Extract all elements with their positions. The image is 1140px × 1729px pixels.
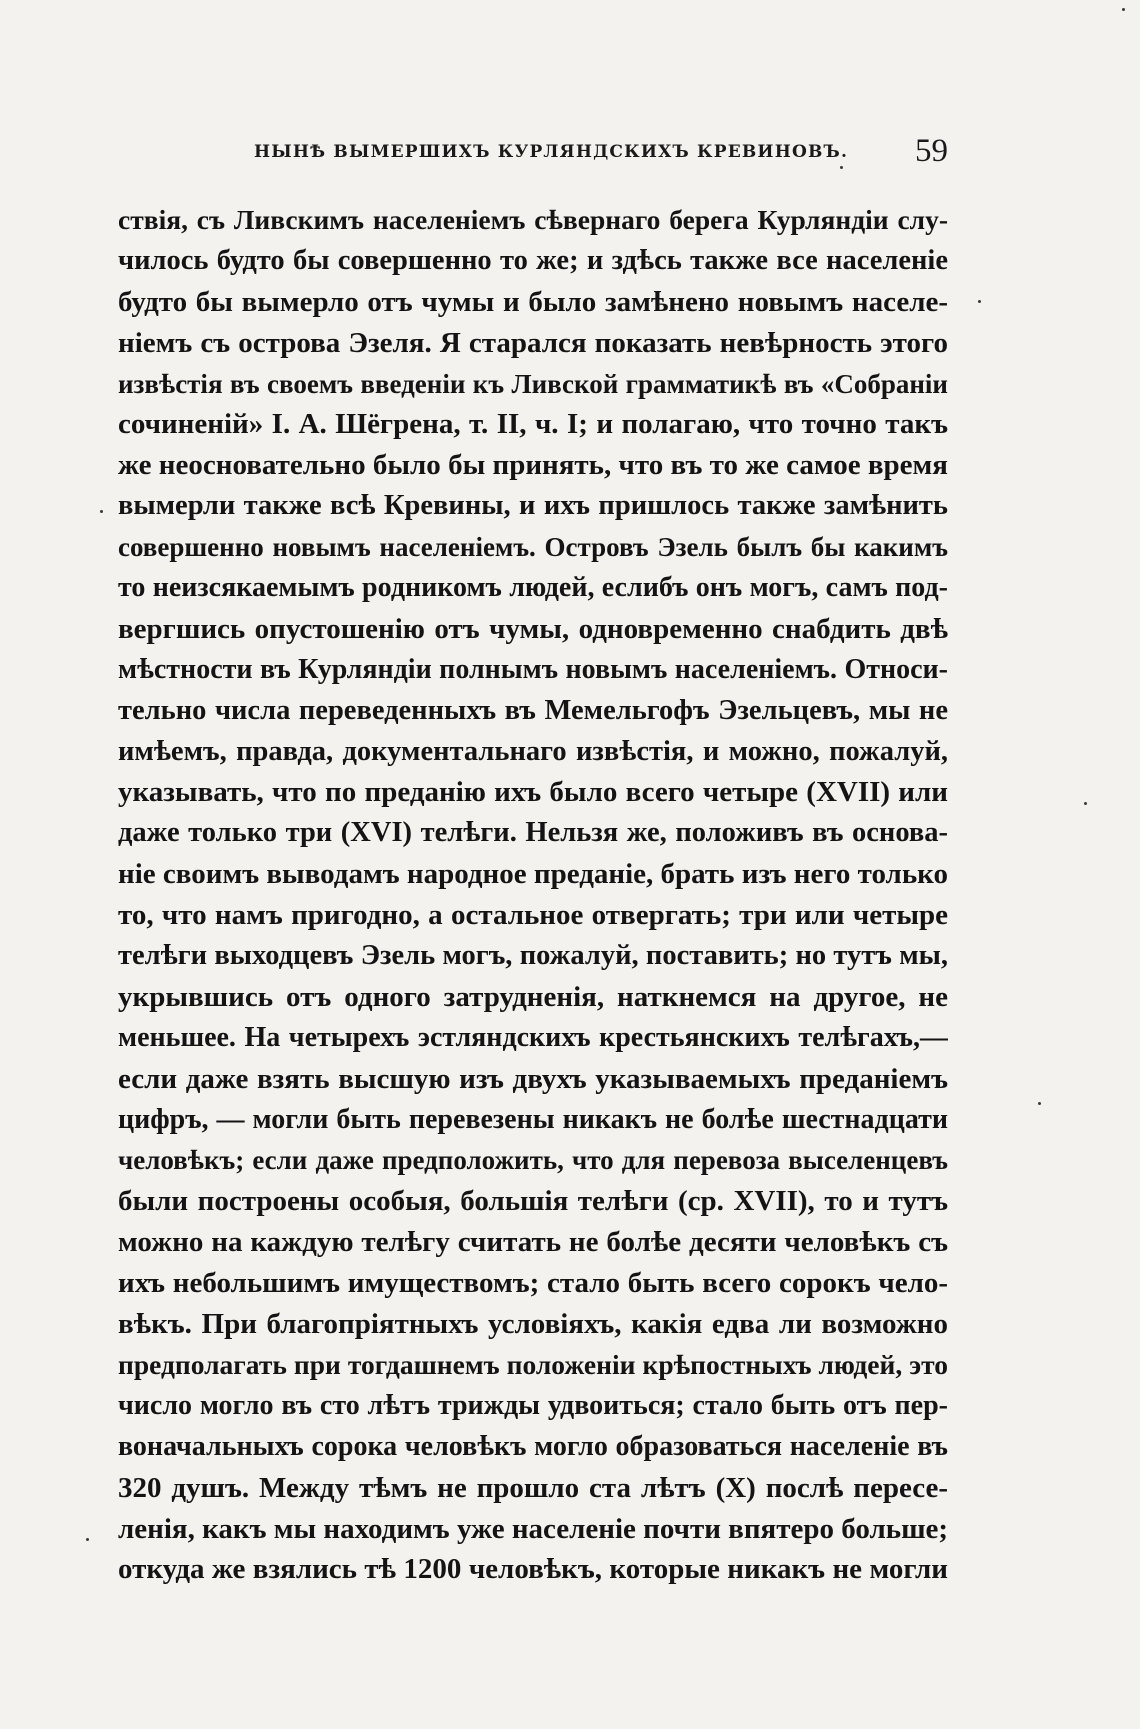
print-speck — [1122, 8, 1125, 11]
text-line: вѣкъ. При благопріятныхъ условіяхъ, какія едва ли возможно — [118, 1308, 948, 1341]
print-speck — [1084, 802, 1087, 805]
text-line: вергшись опустошенію отъ чумы, одновременно снабдить двѣ — [118, 612, 948, 645]
text-line: воначальныхъ сорока человѣкъ могло образоваться населеніе въ — [118, 1430, 948, 1462]
text-line: сочиненій» І. А. Шёгрена, т. II, ч. I; и полагаю, что точно такъ — [118, 408, 948, 441]
text-line: вымерли также всѣ Кревины, и ихъ пришлось также замѣнить — [118, 490, 948, 522]
text-line: были построены особыя, большія телѣги (ср. XVII), то и тутъ — [118, 1185, 948, 1218]
print-speck — [1038, 1102, 1041, 1105]
text-line: откуда же взялись тѣ 1200 человѣкъ, которые никакъ не могли — [118, 1553, 948, 1586]
text-line: будто бы вымерло отъ чумы и было замѣнено новымъ населе- — [118, 285, 948, 318]
text-line: совершенно новымъ населеніемъ. Островъ Эзель былъ бы какимъ — [118, 532, 948, 563]
text-line: ленія, какъ мы находимъ уже населеніе почти впятеро больше; — [118, 1512, 948, 1545]
text-line: то неизсякаемымъ родникомъ людей, еслибъ онъ могъ, самъ под- — [118, 572, 948, 604]
text-line: если даже взять высшую изъ двухъ указываемыхъ преданіемъ — [118, 1062, 948, 1095]
text-line: указывать, что по преданію ихъ было всего четыре (XVII) или — [118, 776, 948, 809]
text-line: ніемъ съ острова Эзеля. Я старался показать невѣрность этого — [118, 326, 948, 359]
page-number: 59 — [915, 133, 948, 169]
text-line: ствія, съ Ливскимъ населеніемъ сѣвернаго берега Курляндіи слу- — [118, 204, 948, 235]
text-line: то, что намъ пригодно, а остальное отвергать; три или четыре — [118, 899, 948, 932]
text-line: меньшее. На четырехъ эстляндскихъ крестьянскихъ телѣгахъ,— — [118, 1021, 948, 1053]
text-line: предполагать при тогдашнемъ положеніи крѣпостныхъ людей, это — [118, 1348, 948, 1380]
text-line: ихъ небольшимъ имуществомъ; стало быть всего сорокъ чело- — [118, 1267, 948, 1300]
print-speck — [840, 166, 843, 169]
text-line: укрывшись отъ одного затрудненія, наткнемся на другое, не — [118, 980, 948, 1013]
text-line: можно на каждую телѣгу считать не болѣе десяти человѣкъ съ — [118, 1226, 948, 1259]
text-line: число могло въ сто лѣтъ трижды удвоиться; стало быть отъ пер- — [118, 1389, 948, 1421]
text-line: извѣстія въ своемъ введеніи къ Ливской грамматикѣ въ «Собраніи — [118, 368, 948, 399]
running-head — [118, 133, 948, 173]
text-line: имѣемъ, правда, документальнаго извѣстія, и можно, пожалуй, — [118, 735, 948, 767]
text-line: цифръ, — могли быть перевезены никакъ не болѣе шестнадцати — [118, 1103, 948, 1135]
text-line: телѣги выходцевъ Эзель могъ, пожалуй, поставить; но тутъ мы, — [118, 940, 948, 972]
text-line: мѣстности въ Курляндіи полнымъ новымъ населеніемъ. Относи- — [118, 653, 948, 685]
body-text — [118, 200, 948, 1590]
running-title: НЫНѢ ВЫМЕРШИХЪ КУРЛЯНДСКИХЪ КРЕВИНОВЪ. — [254, 142, 849, 162]
text-line: чилось будто бы совершенно то же; и здѣсь также все населеніе — [118, 244, 948, 276]
print-speck — [100, 510, 103, 513]
print-speck — [978, 300, 981, 303]
text-line: даже только три (XVI) телѣги. Нельзя же, положивъ въ основа- — [118, 817, 948, 849]
text-line: же неосновательно было бы принять, что въ то же самое время — [118, 449, 948, 482]
text-line: 320 душъ. Между тѣмъ не прошло ста лѣтъ (X) послѣ пересе- — [118, 1471, 948, 1504]
text-line: тельно числа переведенныхъ въ Мемельгофъ Эзельцевъ, мы не — [118, 694, 948, 726]
text-line: ніе своимъ выводамъ народное преданіе, брать изъ него только — [118, 858, 948, 891]
text-line: человѣкъ; если даже предположить, что для перевоза выселенцевъ — [118, 1145, 948, 1176]
print-speck — [86, 1538, 89, 1541]
